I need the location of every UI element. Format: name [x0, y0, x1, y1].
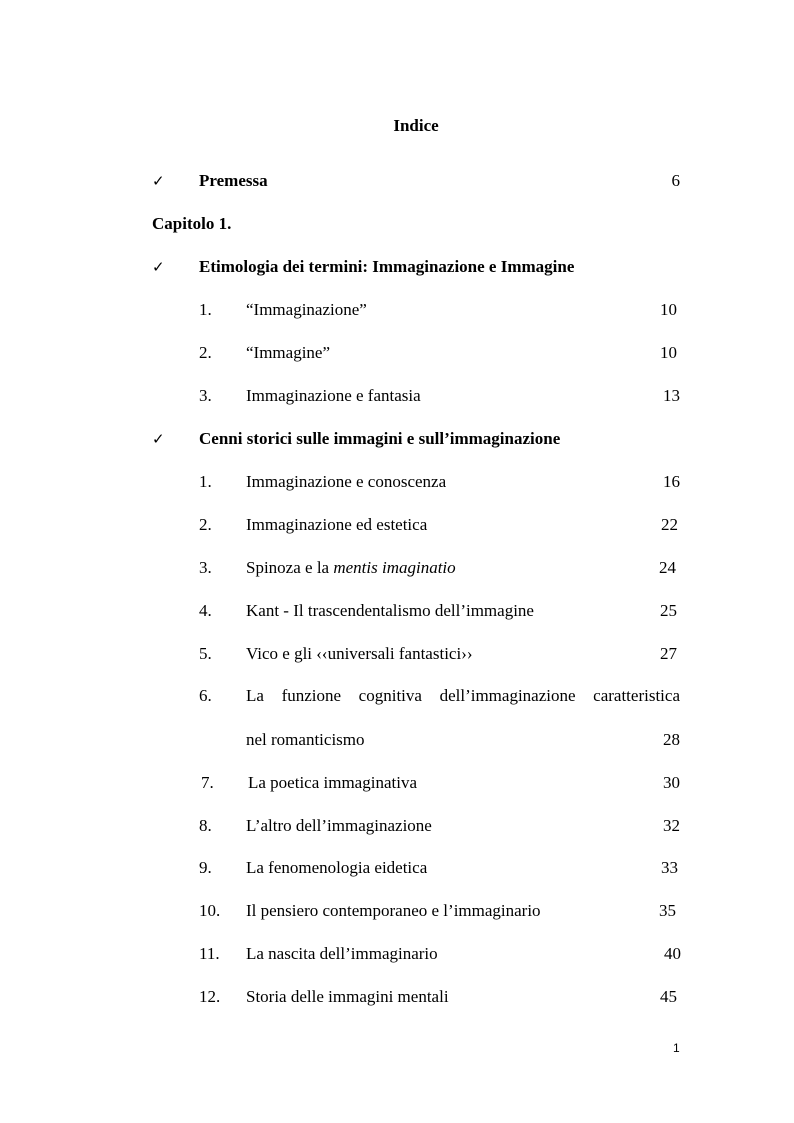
toc-page-number: 13	[663, 386, 680, 405]
toc-page-number: 10	[660, 343, 677, 362]
toc-page-number: 45	[660, 987, 677, 1006]
toc-page-number: 30	[663, 773, 680, 792]
toc-item-text[interactable]: La fenomenologia eidetica	[246, 858, 428, 877]
toc-item-number: 2.	[199, 515, 212, 534]
toc-item-text[interactable]: Kant - Il trascendentalismo dell’immagine	[246, 601, 534, 620]
toc-item-text[interactable]	[246, 558, 456, 578]
checkmark-icon: ✓	[152, 258, 165, 276]
toc-item-text[interactable]: Immaginazione e fantasia	[246, 386, 421, 405]
toc-item-number: 5.	[199, 644, 212, 663]
toc-page-number: 32	[663, 816, 680, 835]
toc-entry-premessa[interactable]: Premessa	[199, 171, 268, 190]
page-title: Indice	[393, 116, 439, 135]
toc-page-number: 10	[660, 300, 677, 319]
toc-item-number: 12.	[199, 987, 221, 1006]
toc-item-text[interactable]: Vico e gli ‹‹universali fantastici››	[246, 644, 473, 663]
toc-page-number: 22	[661, 515, 678, 534]
toc-page-number: 40	[664, 944, 681, 963]
toc-item-number: 11.	[199, 944, 220, 963]
section-heading[interactable]: Cenni storici sulle immagini e sull’immaginazione	[199, 429, 561, 448]
checkmark-icon: ✓	[152, 430, 165, 448]
toc-page-number: 33	[661, 858, 678, 877]
toc-item-text[interactable]: La nascita dell’immaginario	[246, 944, 438, 963]
toc-item-number: 9.	[199, 858, 212, 877]
toc-item-text[interactable]: Storia delle immagini mentali	[246, 987, 449, 1006]
toc-item-number: 10.	[199, 901, 221, 920]
toc-item-number: 1.	[199, 472, 212, 491]
toc-item-number: 6.	[199, 686, 212, 705]
toc-item-number: 3.	[199, 386, 212, 405]
toc-item-text[interactable]: L’altro dell’immaginazione	[246, 816, 432, 835]
toc-page-number: 28	[663, 730, 680, 749]
toc-item-text-roman: Spinoza e la	[246, 558, 334, 577]
section-heading[interactable]: Etimologia dei termini: Immaginazione e Immagine	[199, 257, 575, 276]
toc-item-number: 4.	[199, 601, 212, 620]
toc-item-text[interactable]: La poetica immaginativa	[248, 773, 417, 792]
toc-item-text[interactable]: Immaginazione e conoscenza	[246, 472, 447, 491]
checkmark-icon: ✓	[152, 172, 165, 190]
toc-item-text-italic: mentis imaginatio	[333, 558, 456, 577]
toc-item-number: 2.	[199, 343, 212, 362]
toc-item-number: 3.	[199, 558, 212, 577]
toc-page-number: 35	[659, 901, 676, 920]
toc-page-number: 6	[671, 171, 680, 190]
toc-page-number: 27	[660, 644, 677, 663]
toc-item-text[interactable]: Immaginazione ed estetica	[246, 515, 428, 534]
toc-page-number: 25	[660, 601, 677, 620]
toc-item-number: 1.	[199, 300, 212, 319]
toc-item-text-continued[interactable]: nel romanticismo	[246, 730, 365, 749]
toc-page-number: 24	[659, 558, 676, 577]
toc-page-number: 16	[663, 472, 680, 491]
chapter-heading: Capitolo 1.	[152, 214, 232, 233]
page-number-footer: 1	[673, 1041, 680, 1055]
toc-item-text[interactable]: La funzione cognitiva dell’immaginazione caratteristica	[246, 686, 680, 705]
toc-item-text[interactable]: Il pensiero contemporaneo e l’immaginario	[246, 901, 541, 920]
toc-item-number: 8.	[199, 816, 212, 835]
toc-item-text[interactable]: “Immaginazione”	[246, 300, 367, 319]
toc-item-text[interactable]: “Immagine”	[246, 343, 331, 362]
toc-item-number: 7.	[201, 773, 214, 792]
